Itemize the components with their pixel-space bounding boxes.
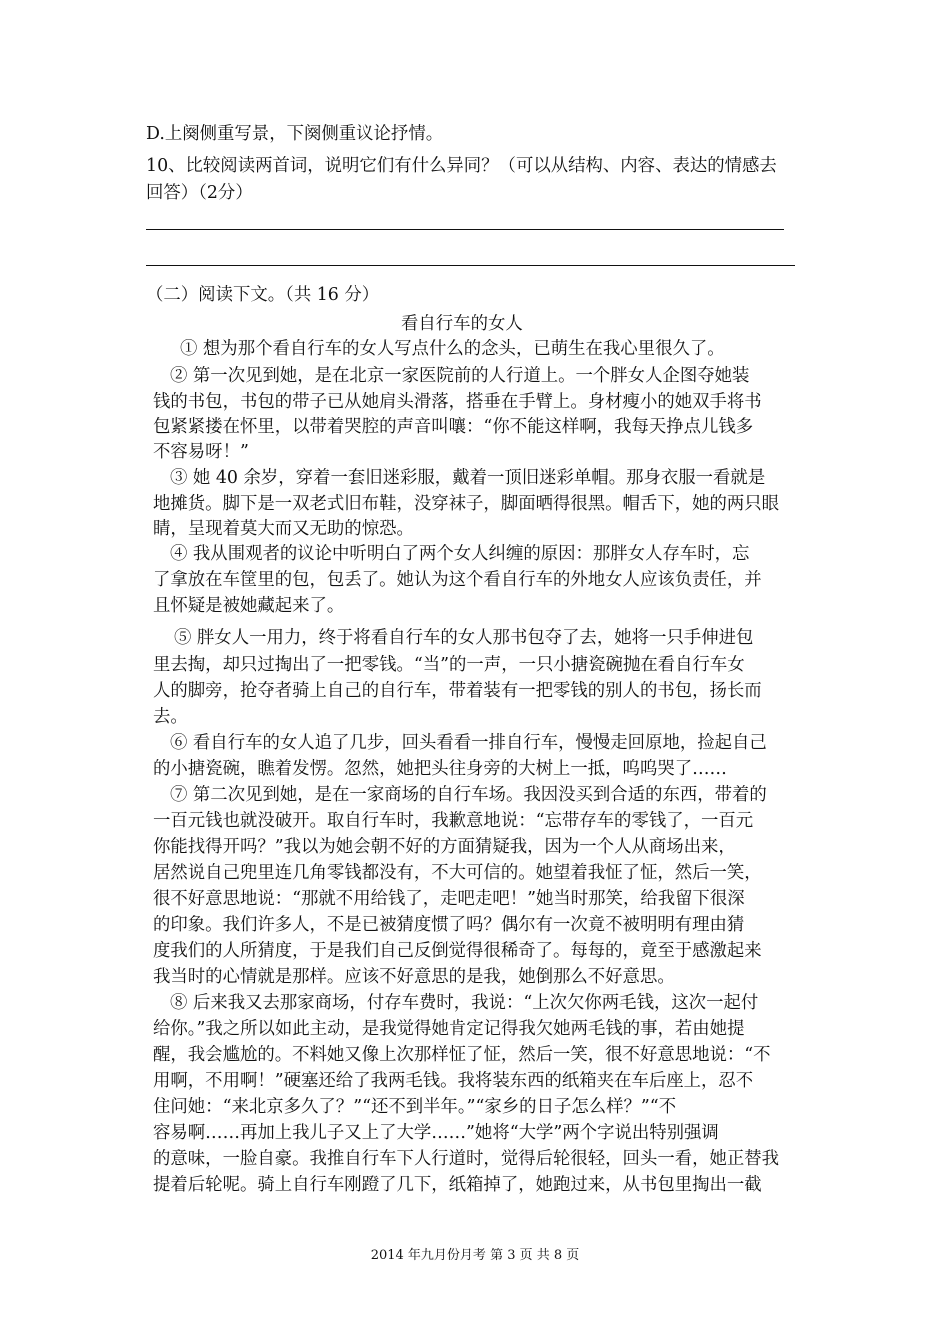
passage-line: 很不好意思地说：“那就不用给钱了，走吧走吧！”她当时那笑，给我留下很深 bbox=[153, 889, 745, 909]
passage-line: 度我们的人所猜度，于是我们自己反倒觉得很稀奇了。每每的，竟至于感激起来 bbox=[153, 941, 762, 961]
question-10-line-2: 回答）（2分） bbox=[146, 183, 253, 203]
passage-line: 一百元钱也就没破开。取自行车时，我歉意地说：“忘带存车的零钱了，一百元 bbox=[153, 811, 754, 831]
passage-line: 醒，我会尴尬的。不料她又像上次那样怔了怔，然后一笑，很不好意思地说：“不 bbox=[153, 1045, 771, 1065]
passage-line: 的意味，一脸自豪。我推自行车下人行道时，觉得后轮很轻，回头一看，她正替我 bbox=[153, 1149, 780, 1169]
passage-line: 去。 bbox=[153, 707, 188, 727]
passage-line: 地摊货。脚下是一双老式旧布鞋，没穿袜子，脚面晒得很黑。帽舌下，她的两只眼 bbox=[153, 494, 780, 514]
passage-line: 了拿放在车筐里的包，包丢了。她认为这个看自行车的外地女人应该负责任，并 bbox=[153, 570, 762, 590]
option-d: D.上阕侧重写景，下阕侧重议论抒情。 bbox=[146, 124, 444, 144]
passage-line: ⑦ 第二次见到她，是在一家商场的自行车场。我因没买到合适的东西，带着的 bbox=[170, 785, 767, 805]
passage-line: 提着后轮呢。骑上自行车刚蹬了几下，纸箱掉了，她跑过来，从书包里掏出一截 bbox=[153, 1175, 762, 1195]
passage-line: ② 第一次见到她，是在北京一家医院前的人行道上。一个胖女人企图夺她装 bbox=[170, 366, 750, 386]
passage-title: 看自行车的女人 bbox=[401, 314, 523, 334]
passage-line: ① 想为那个看自行车的女人写点什么的念头，已萌生在我心里很久了。 bbox=[180, 339, 725, 359]
passage-line: 给你。”我之所以如此主动，是我觉得她肯定记得我欠她两毛钱的事，若由她提 bbox=[153, 1019, 745, 1039]
page-footer: 2014 年九月份月考 第 3 页 共 8 页 bbox=[370, 1248, 580, 1263]
passage-line: 人的脚旁，抢夺者骑上自己的自行车，带着装有一把零钱的别人的书包，扬长而 bbox=[153, 681, 762, 701]
passage-line: 我当时的心情就是那样。应该不好意思的是我，她倒那么不好意思。 bbox=[153, 967, 675, 987]
passage-line: ③ 她 40 余岁，穿着一套旧迷彩服，戴着一顶旧迷彩单帽。那身衣服一看就是 bbox=[170, 468, 766, 488]
passage-line: 且怀疑是被她藏起来了。 bbox=[153, 596, 345, 616]
passage-line: 包紧紧搂在怀里，以带着哭腔的声音叫嚷：“你不能这样啊，我每天挣点儿钱多 bbox=[153, 417, 754, 437]
passage-line: ⑤ 胖女人一用力，终于将看自行车的女人那书包夺了去，她将一只手伸进包 bbox=[174, 628, 754, 648]
passage-line: 睛，呈现着莫大而又无助的惊恐。 bbox=[153, 519, 414, 539]
passage-line: 用啊，不用啊！”硬塞还给了我两毛钱。我将装东西的纸箱夹在车后座上，忍不 bbox=[153, 1071, 754, 1091]
passage-line: 不容易呀！” bbox=[153, 442, 249, 462]
passage-line: 的小搪瓷碗，瞧着发愣。忽然，她把头往身旁的大树上一抵，呜呜哭了…… bbox=[153, 759, 727, 779]
passage-line: 里去掏，却只过掏出了一把零钱。“当”的一声，一只小搪瓷碗抛在看自行车女 bbox=[153, 655, 745, 675]
passage-line: 你能找得开吗？”我以为她会朝不好的方面猜疑我，因为一个人从商场出来， bbox=[153, 837, 736, 857]
passage-line: ④ 我从围观者的议论中听明白了两个女人纠缠的原因：那胖女人存车时，忘 bbox=[170, 544, 750, 564]
passage-line: 容易啊……再加上我儿子又上了大学……”她将“大学”两个字说出特别强调 bbox=[153, 1123, 719, 1143]
passage-line: 钱的书包，书包的带子已从她肩头滑落，搭垂在手臂上。身材瘦小的她双手将书 bbox=[153, 392, 762, 412]
passage-line: 居然说自己兜里连几角零钱都没有，不大可信的。她望着我怔了怔，然后一笑， bbox=[153, 863, 762, 883]
passage-line: 住问她：“来北京多久了？”“还不到半年。”“家乡的日子怎么样？”“不 bbox=[153, 1097, 677, 1117]
passage-line: ⑥ 看自行车的女人追了几步，回头看看一排自行车，慢慢走回原地，捡起自己 bbox=[170, 733, 767, 753]
answer-line-2[interactable] bbox=[146, 265, 795, 266]
section-header: （二）阅读下文。（共 16 分） bbox=[146, 285, 380, 305]
answer-line-1[interactable] bbox=[146, 229, 784, 230]
question-10-line-1: 10、比较阅读两首词，说明它们有什么异同？（可以从结构、内容、表达的情感去 bbox=[146, 156, 777, 176]
passage-line: 的印象。我们许多人，不是已被猜度惯了吗？偶尔有一次竟不被明明有理由猜 bbox=[153, 915, 745, 935]
passage-line: ⑧ 后来我又去那家商场，付存车费时，我说：“上次欠你两毛钱，这次一起付 bbox=[170, 993, 759, 1013]
